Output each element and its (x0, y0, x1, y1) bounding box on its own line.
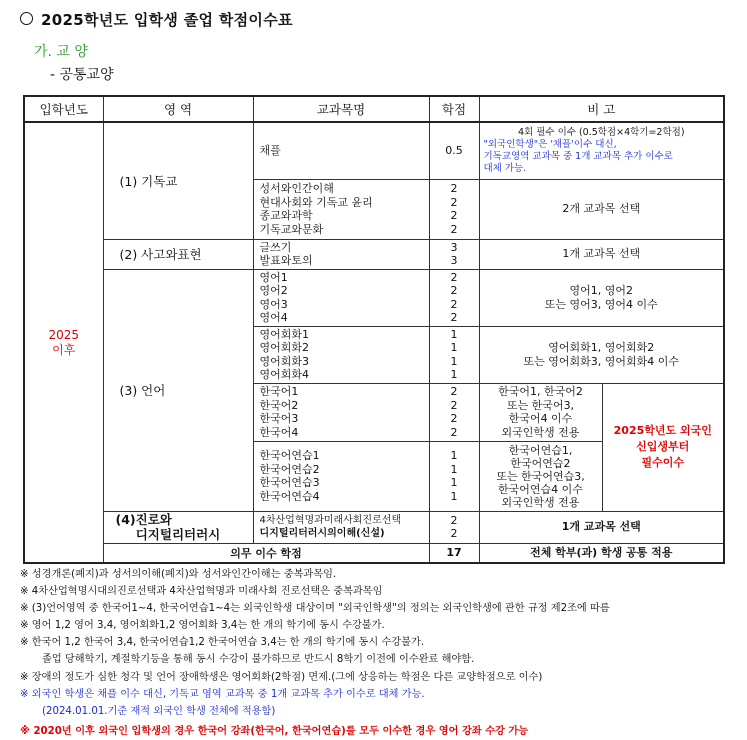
note-cell: 2개 교과목 선택 (479, 179, 724, 239)
year-cell: 2025 이후 (24, 122, 103, 563)
course-cell: 한국어연습1 한국어연습2 한국어연습3 한국어연습4 (253, 441, 429, 511)
note-cell: 영어회화1, 영어회화2 또는 영어회화3, 영어회화4 이수 (479, 326, 724, 383)
course-cell: 영어회화1 영어회화2 영어회화3 영어회화4 (253, 326, 429, 383)
header-year: 입학년도 (24, 96, 103, 122)
footnote: ※ 4차산업혁명시대의진로선택과 4차산업혁명과 미래사회 진로선택은 중복과목임 (20, 586, 383, 598)
table-header-row (24, 96, 724, 122)
header-area: 영 역 (103, 96, 253, 122)
note-cell: 한국어1, 한국어2 또는 한국어3, 한국어4 이수 외국인학생 전용 (479, 383, 602, 441)
footnote: (2024.01.01.기준 재적 외국인 학생 전체에 적용함) (42, 705, 276, 717)
course-cell: 4차산업혁명과미래사회진로선택 디지털리터러시의이해(신설) (253, 511, 429, 543)
footnote: ※ 성경개론(폐지)과 성서의이해(폐지)와 성서와인간이해는 중복과목임. (20, 569, 337, 580)
note-cell: 한국어연습1, 한국어연습2 또는 한국어연습3, 한국어연습4 이수 외국인학생 전용 (479, 441, 602, 511)
subsection-heading: - 공통교양 (50, 67, 114, 83)
course-cell: 글쓰기 발표와토의 (253, 239, 429, 269)
header-course: 교과목명 (253, 96, 429, 122)
credit-cell: 0.5 (429, 122, 479, 179)
header-credit: 학점 (429, 96, 479, 122)
footnote: ※ 영어 1,2 영어 3,4, 영어회화1,2 영어회화 3,4는 한 개의 학기에 동시 수강불가. (20, 620, 385, 632)
course-cell: 채플 (253, 122, 429, 179)
area-thinking-expression: (2) 사고와표현 (103, 239, 253, 269)
header-note: 비 고 (479, 96, 724, 122)
area-language: (3) 언어 (103, 269, 253, 511)
credit-cell: 1 1 1 1 (429, 326, 479, 383)
credit-cell: 1 1 1 1 (429, 441, 479, 511)
total-label: 의무 이수 학점 (103, 543, 429, 563)
credit-cell: 3 3 (429, 239, 479, 269)
table-row (24, 239, 724, 269)
credit-cell: 2 2 2 2 (429, 179, 479, 239)
total-credit: 17 (429, 543, 479, 563)
footnote: 졸업 당해학기, 계절학기등을 통해 동시 수강이 불가하므로 반드시 8학기 이전에 이수완료 해야함. (42, 654, 475, 666)
footnote: ※ 한국어 1,2 한국어 3,4, 한국어연습1,2 한국어연습 3,4는 한 개의 학기에 동시 수강불가. (20, 637, 425, 649)
course-cell: 한국어1 한국어2 한국어3 한국어4 (253, 383, 429, 441)
section-heading: 가. 교 양 (34, 44, 88, 60)
total-note: 전체 학부(과) 학생 공통 적용 (479, 543, 724, 563)
area-career-digital: (4)진로와 디지털리터러시 (103, 511, 253, 543)
foreign-required-note: 2025학년도 외국인 신입생부터 필수이수 (602, 383, 724, 511)
table-row (24, 122, 724, 179)
note-cell: 4회 필수 이수 (0.5학점×4학기=2학점) "외국인학생"은 '채플'이수 대신, 기독교영역 교과목 중 1개 교과목 추가 이수로 대체 가능. (479, 122, 724, 179)
total-row (24, 543, 724, 563)
course-cell: 성서와인간이해 현대사회와 기독교 윤리 종교와과학 기독교와문화 (253, 179, 429, 239)
footnote: ※ 2020년 이후 외국인 입학생의 경우 한국어 강좌(한국어, 한국어연습)를 모두 이수한 경우 영어 강좌 수강 가능 (20, 725, 529, 737)
credit-cell: 2 2 2 2 (429, 383, 479, 441)
footnote: ※ 장애의 정도가 심한 청각 및 언어 장애학생은 영어회화(2학점) 면제.(그에 상응하는 학점은 다른 교양학점으로 이수) (20, 671, 543, 683)
table-row (24, 269, 724, 326)
page-title: 2025학년도 입학생 졸업 학점이수표 (20, 9, 293, 30)
table-row (24, 511, 724, 543)
note-cell: 영어1, 영어2 또는 영어3, 영어4 이수 (479, 269, 724, 326)
note-cell: 1개 교과목 선택 (479, 511, 724, 543)
credit-cell: 2 2 (429, 511, 479, 543)
footnotes (20, 566, 740, 740)
circle-icon (20, 12, 33, 25)
area-christianity: (1) 기독교 (103, 122, 253, 239)
footnote: ※ (3)언어영역 중 한국어1~4, 한국어연습1~4는 외국인학생 대상이며 "외국인학생"의 정의는 외국인학생에 관한 규정 제2조에 따름 (20, 603, 610, 615)
note-cell: 1개 교과목 선택 (479, 239, 724, 269)
credit-table (23, 95, 725, 564)
credit-cell: 2 2 2 2 (429, 269, 479, 326)
footnote: ※ 외국인 학생은 채플 이수 대신, 기독교 영역 교과목 중 1개 교과목 추가 이수로 대체 가능. (20, 688, 425, 700)
course-cell: 영어1 영어2 영어3 영어4 (253, 269, 429, 326)
